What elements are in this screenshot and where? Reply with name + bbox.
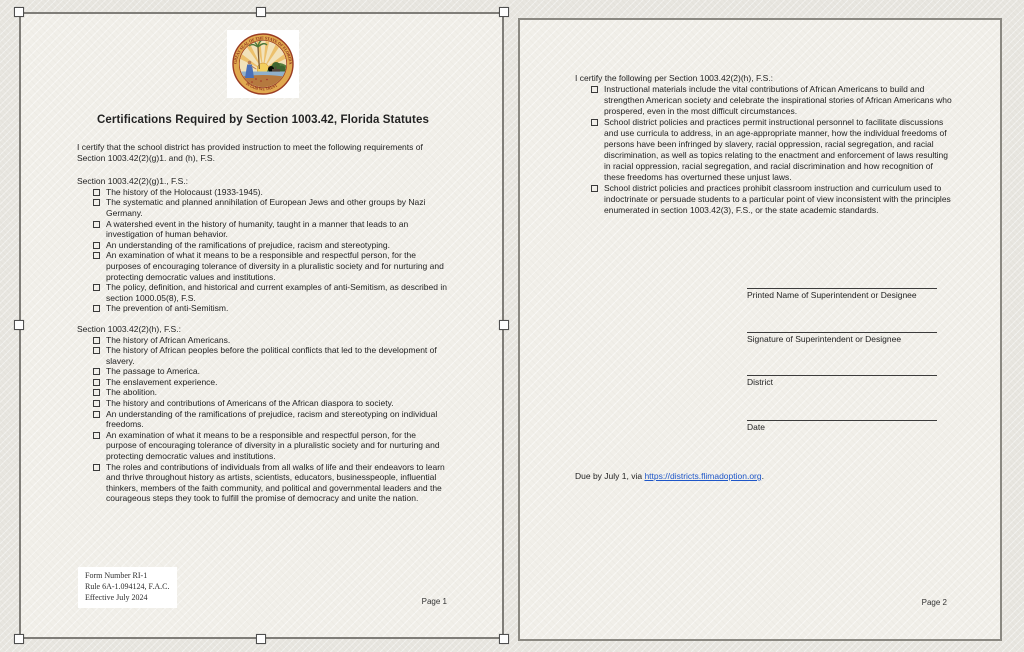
district-field [747, 375, 937, 387]
page-title: Certifications Required by Section 1003.42, Florida Statutes [97, 114, 429, 126]
signature-label: Signature of Superintendent or Designee [747, 334, 902, 344]
checklist-item: The history of African peoples before the political conflicts that led to the development of slavery. [93, 345, 449, 366]
checklist-item: The passage to America. [93, 366, 449, 377]
signature-field [747, 332, 937, 344]
seal-ring-text-bottom: IN GOD WE TRUST [245, 80, 279, 92]
date-line[interactable] [747, 420, 937, 421]
selection-handle-bottom-right[interactable] [499, 634, 509, 644]
checkbox-icon[interactable] [93, 337, 100, 344]
selection-handle-middle-left[interactable] [14, 320, 24, 330]
date-field [747, 420, 937, 432]
checklist-item: An understanding of the ramifications of prejudice, racism and stereotyping on individual freedoms. [93, 409, 449, 430]
checkbox-icon[interactable] [93, 432, 100, 439]
page-2-number: Page 2 [921, 598, 947, 607]
checkbox-icon[interactable] [93, 347, 100, 354]
checklist-item: The history and contributions of Americans of the African diaspora to society. [93, 398, 449, 409]
checkbox-icon[interactable] [93, 252, 100, 259]
checklist-item: The policy, definition, and historical and current examples of anti-Semitism, as described in section 1000.05(8), F.S. [93, 282, 449, 303]
checklist-item: A watershed event in the history of humanity, taught in a manner that leads to an investigation of human behavior. [93, 219, 449, 240]
section-h-heading: Section 1003.42(2)(h), F.S.: [77, 323, 181, 334]
checklist-item: The systematic and planned annihilation of European Jews and other groups by Nazi Germany. [93, 197, 449, 218]
document-page-1[interactable] [19, 12, 504, 639]
page2-checklist [575, 84, 954, 216]
checkbox-icon[interactable] [93, 242, 100, 249]
checkbox-icon[interactable] [93, 464, 100, 471]
checkbox-icon[interactable] [591, 86, 598, 93]
section-g [77, 176, 449, 314]
checkbox-icon[interactable] [93, 389, 100, 396]
checkbox-icon[interactable] [93, 400, 100, 407]
submission-link[interactable]: https://districts.flimadoption.org [644, 471, 762, 481]
checklist-item: School district policies and practices permit instructional personnel to facilitate discussions and use curricula to address, in an age-appropriate manner, how the individual freedoms of persons have been infringed by slavery, racial oppression, racial segregation, and racial discrimination, as well as topics relating to the enactment and enforcement of laws resulting in racial oppression, racial segregation, and racial discrimination and how recognition of these freedoms has overturned these unjust laws. [591, 117, 954, 183]
checklist-item: School district policies and practices prohibit classroom instruction and curriculum used to indoctrinate or persuade students to a particular point of view inconsistent with the principles enumerated in section 1003.42(3), F.S., or the state academic standards. [591, 183, 954, 216]
due-date-line [575, 471, 764, 481]
signature-line[interactable] [747, 332, 937, 333]
checkbox-icon[interactable] [591, 119, 598, 126]
section-g-heading: Section 1003.42(2)(g)1., F.S.: [77, 176, 189, 187]
page-1-number: Page 1 [421, 597, 447, 606]
due-text-suffix: . [761, 471, 764, 481]
checkbox-icon[interactable] [93, 199, 100, 206]
checkbox-icon[interactable] [93, 221, 100, 228]
checklist-item: The enslavement experience. [93, 377, 449, 388]
checklist-item: An examination of what it means to be a responsible and respectful person, for the purposes of encouraging tolerance of diversity in a pluralistic society and for nurturing and protecting democratic values and institutions. [93, 250, 449, 282]
section-h-checklist [77, 335, 449, 505]
certify-intro-paragraph: I certify that the school district has provided instruction to meet the following requirements of Section 1003.42(2)(g)1. and (h), F.S. [77, 142, 423, 163]
section-h [77, 324, 449, 504]
effective-date-line: Effective July 2024 [85, 592, 148, 602]
selection-handle-top-middle[interactable] [256, 7, 266, 17]
district-label: District [747, 377, 773, 387]
due-text: Due by July 1, via [575, 471, 645, 481]
certify-intro-paragraph-2: I certify the following per Section 1003.42(2)(h), F.S.: [575, 73, 773, 83]
florida-state-seal-icon [232, 33, 294, 95]
selection-handle-bottom-left[interactable] [14, 634, 24, 644]
checkbox-icon[interactable] [93, 305, 100, 312]
seal-image-box [227, 30, 299, 98]
checkbox-icon[interactable] [93, 284, 100, 291]
checklist-item: An examination of what it means to be a responsible and respectful person, for the purpose of encouraging tolerance of diversity in a pluralistic society and for nurturing and protecting democratic values and institutions. [93, 430, 449, 462]
checkbox-icon[interactable] [93, 189, 100, 196]
district-line[interactable] [747, 375, 937, 376]
checklist-item: The history of the Holocaust (1933-1945). [93, 187, 449, 198]
printed-name-line[interactable] [747, 288, 937, 289]
checklist-item: An understanding of the ramifications of prejudice, racism and stereotyping. [93, 240, 449, 251]
selection-handle-bottom-middle[interactable] [256, 634, 266, 644]
date-label: Date [747, 422, 765, 432]
checkbox-icon[interactable] [93, 379, 100, 386]
printed-name-label: Printed Name of Superintendent or Designee [747, 290, 917, 300]
checkbox-icon[interactable] [591, 185, 598, 192]
checklist-item: Instructional materials include the vital contributions of African Americans to build and strengthen American society and celebrate the inspirational stories of African Americans who prospered, even in the most difficult circumstances. [591, 84, 954, 117]
seal-ring-text-top: GREAT SEAL OF THE STATE OF FLORIDA [232, 35, 294, 65]
checklist-item: The prevention of anti-Semitism. [93, 303, 449, 314]
document-page-2[interactable] [518, 18, 1002, 641]
selection-handle-top-left[interactable] [14, 7, 24, 17]
form-number-line: Form Number RI-1 [85, 571, 148, 580]
form-number-box [78, 567, 177, 608]
checklist-item: The history of African Americans. [93, 335, 449, 346]
checkbox-icon[interactable] [93, 411, 100, 418]
checkbox-icon[interactable] [93, 368, 100, 375]
printed-name-field [747, 288, 937, 300]
rule-number-line: Rule 6A-1.094124, F.A.C. [85, 581, 170, 591]
checklist-item: The abolition. [93, 387, 449, 398]
checklist-item: The roles and contributions of individuals from all walks of life and their endeavors to learn and thrive throughout history as artists, scientists, educators, businesspeople, influential thinkers, members of the faith community, and political and governmental leaders and the courageous steps they took to fulfill the promise of democracy and unite the nation. [93, 462, 449, 504]
selection-handle-middle-right[interactable] [499, 320, 509, 330]
selection-handle-top-right[interactable] [499, 7, 509, 17]
section-g-checklist [77, 187, 449, 314]
